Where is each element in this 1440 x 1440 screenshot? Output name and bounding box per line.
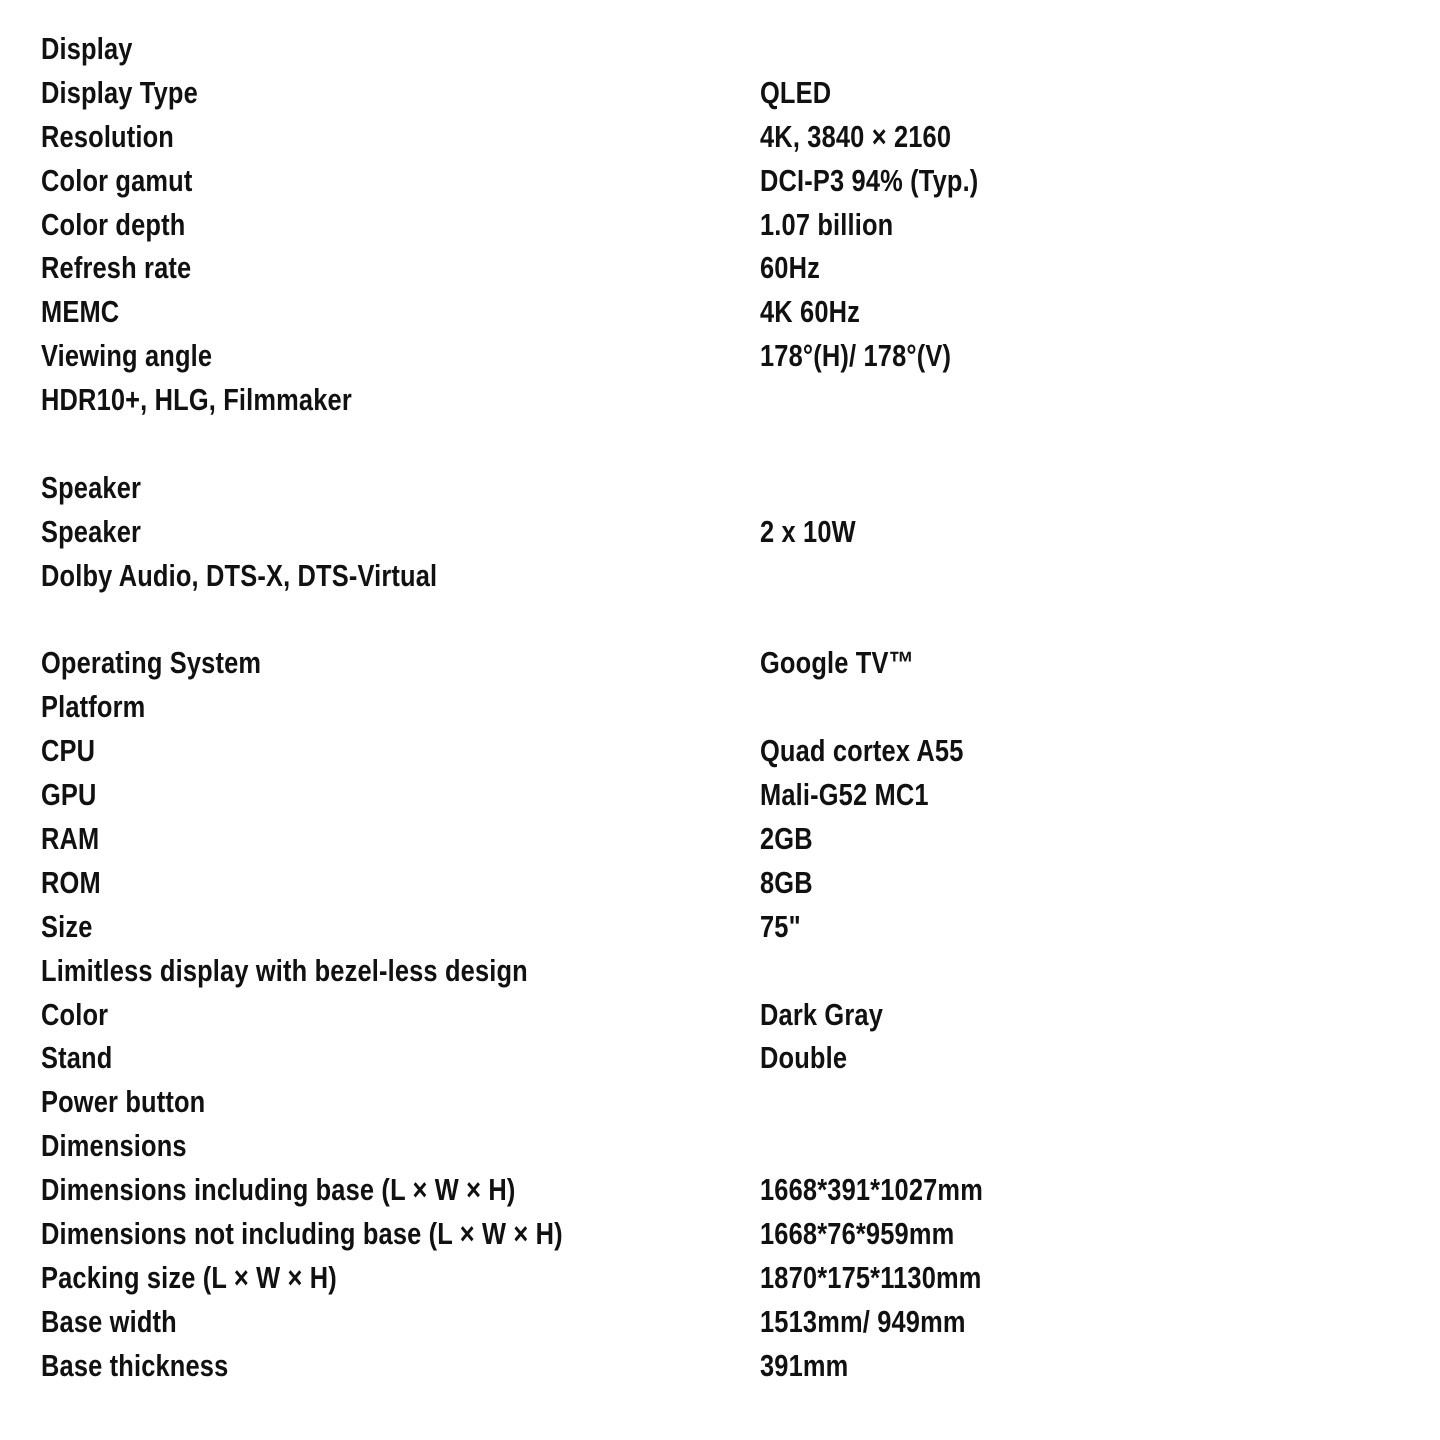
spec-label: Display — [41, 31, 133, 66]
spec-label: Platform — [41, 689, 146, 725]
spec-sheet — [41, 28, 1421, 1389]
spec-label: HDR10+, HLG, Filmmaker — [41, 382, 352, 418]
spec-row-base-thickness — [41, 1345, 1421, 1389]
spec-row-dimensions-heading — [41, 1125, 1421, 1169]
spec-label: Color — [41, 996, 109, 1032]
spec-row-bezel-less — [41, 950, 1421, 994]
spec-label: Color gamut — [41, 162, 193, 198]
spec-value: 391mm — [760, 1347, 849, 1383]
spec-value: Double — [760, 1040, 848, 1076]
spec-label: Dimensions not including base (L × W × H) — [41, 1216, 563, 1252]
spec-value: 4K, 3840 × 2160 — [760, 118, 952, 154]
spec-row-dimensions-without-base — [41, 1213, 1421, 1257]
spec-row-display-heading — [41, 28, 1421, 72]
spec-row-memc — [41, 291, 1421, 335]
spec-value: 8GB — [760, 864, 813, 900]
spec-row-hdr — [41, 379, 1421, 423]
spec-row-speaker-heading — [41, 467, 1421, 511]
spec-row-speaker — [41, 511, 1421, 555]
spec-label: Dolby Audio, DTS-X, DTS-Virtual — [41, 557, 438, 593]
spec-row-display-type — [41, 72, 1421, 116]
spec-row-platform — [41, 686, 1421, 730]
spec-row-ram — [41, 818, 1421, 862]
spec-value: 1668*76*959mm — [760, 1216, 955, 1252]
spec-value: 2 x 10W — [760, 513, 856, 549]
spec-label: Speaker — [41, 469, 142, 505]
spec-label: Color depth — [41, 206, 186, 242]
spec-row-gpu — [41, 774, 1421, 818]
spec-row-color — [41, 994, 1421, 1038]
spec-row-power-button — [41, 1081, 1421, 1125]
spec-row-dimensions-with-base — [41, 1169, 1421, 1213]
spec-label: Size — [41, 908, 93, 944]
spec-label: Packing size (L × W × H) — [41, 1259, 337, 1295]
spec-label: Base width — [41, 1303, 177, 1339]
spec-value: Dark Gray — [760, 996, 884, 1032]
spec-value: Quad cortex A55 — [760, 733, 964, 769]
spec-label: MEMC — [41, 294, 120, 330]
spec-row-refresh-rate — [41, 247, 1421, 291]
spec-value: 1.07 billion — [760, 206, 894, 242]
spec-value: DCI-P3 94% (Typ.) — [760, 162, 979, 198]
spec-row-packing-size — [41, 1257, 1421, 1301]
spec-label: Operating System — [41, 645, 262, 681]
spec-row-cpu — [41, 730, 1421, 774]
spec-value: 2GB — [760, 821, 813, 857]
spec-label: Base thickness — [41, 1347, 229, 1383]
spec-label: Display Type — [41, 74, 198, 110]
spec-label: GPU — [41, 777, 97, 813]
spec-row-base-width — [41, 1301, 1421, 1345]
spec-label: CPU — [41, 733, 96, 769]
spec-value: Mali-G52 MC1 — [760, 777, 929, 813]
spec-row-spacer — [41, 423, 1421, 467]
spec-value: Google TV™ — [760, 645, 915, 681]
spec-row-stand — [41, 1037, 1421, 1081]
spec-value: 1870*175*1130mm — [760, 1259, 982, 1295]
spec-value: 178°(H)/ 178°(V) — [760, 338, 952, 374]
spec-label: Dimensions — [41, 1128, 187, 1164]
spec-label: Speaker — [41, 513, 142, 549]
spec-label: Refresh rate — [41, 250, 192, 286]
spec-row-audio-formats — [41, 555, 1421, 599]
spec-row-spacer — [41, 599, 1421, 643]
spec-row-color-gamut — [41, 160, 1421, 204]
spec-value: 60Hz — [760, 250, 821, 286]
spec-row-operating-system — [41, 642, 1421, 686]
spec-label: Resolution — [41, 118, 174, 154]
spec-row-size — [41, 906, 1421, 950]
spec-label: ROM — [41, 864, 101, 900]
spec-row-color-depth — [41, 204, 1421, 248]
spec-value: QLED — [760, 74, 832, 110]
spec-label: Power button — [41, 1084, 206, 1120]
spec-value: 75" — [760, 908, 801, 944]
spec-row-resolution — [41, 116, 1421, 160]
spec-label: Viewing angle — [41, 338, 213, 374]
spec-value: 1668*391*1027mm — [760, 1172, 983, 1208]
spec-row-rom — [41, 862, 1421, 906]
spec-label: Dimensions including base (L × W × H) — [41, 1172, 516, 1208]
spec-label: RAM — [41, 821, 100, 857]
spec-row-viewing-angle — [41, 335, 1421, 379]
spec-label: Limitless display with bezel-less design — [41, 952, 528, 988]
spec-value: 4K 60Hz — [760, 294, 861, 330]
spec-label: Stand — [41, 1040, 113, 1076]
spec-value: 1513mm/ 949mm — [760, 1303, 966, 1339]
